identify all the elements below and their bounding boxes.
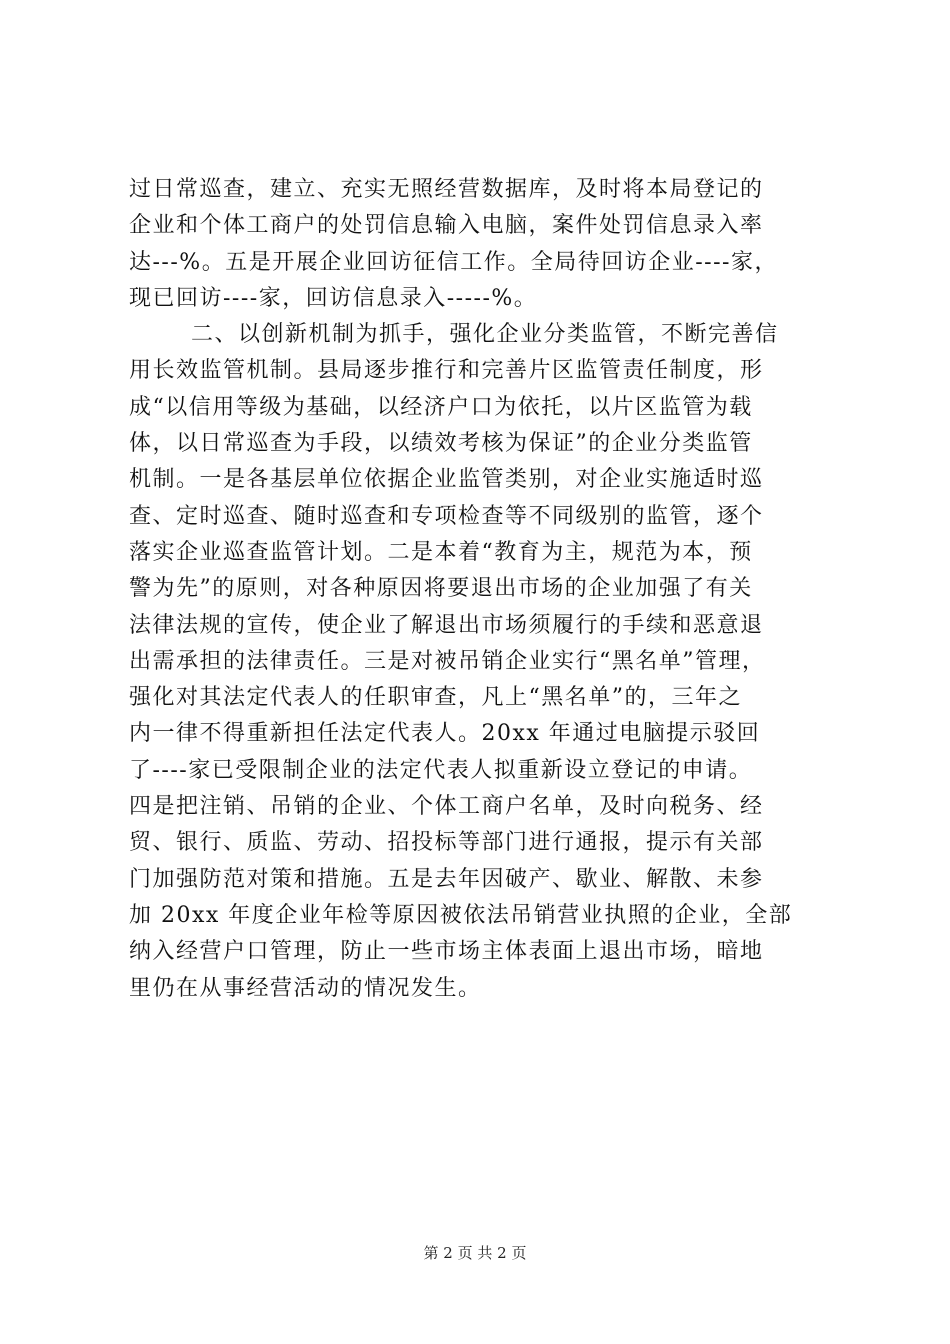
text-line: 机制。一是各基层单位依据企业监管类别，对企业实施适时巡: [129, 467, 764, 493]
text-line: 现已回访----家，回访信息录入-----%。: [129, 285, 538, 311]
text-line: 纳入经营户口管理，防止一些市场主体表面上退出市场，暗地: [129, 939, 764, 965]
text-line: 了----家已受限制企业的法定代表人拟重新设立登记的申请。: [129, 757, 753, 783]
text-line: 里仍在从事经营活动的情况发生。: [129, 975, 482, 1001]
text-line: 警为先”的原则，对各种原因将要退出市场的企业加强了有关: [129, 576, 753, 602]
text-line: 达---%。五是开展企业回访征信工作。全局待回访企业----家，: [129, 249, 778, 275]
text-line: 用长效监管机制。县局逐步推行和完善片区监管责任制度，形: [129, 358, 764, 384]
text-line: 企业和个体工商户的处罚信息输入电脑，案件处罚信息录入率: [129, 213, 764, 239]
text-line: 查、定时巡查、随时巡查和专项检查等不同级别的监管，逐个: [129, 503, 764, 529]
text-line: 内一律不得重新担任法定代表人。20xx 年通过电脑提示驳回: [129, 721, 761, 747]
text-line: 贸、银行、质监、劳动、招投标等部门进行通报，提示有关部: [129, 830, 764, 856]
text-line: 体，以日常巡查为手段，以绩效考核为保证”的企业分类监管: [129, 431, 753, 457]
text-line: 成“以信用等级为基础，以经济户口为依托，以片区监管为载: [129, 394, 753, 420]
body-text: [129, 172, 829, 1007]
text-line: 门加强防范对策和措施。五是去年因破产、歇业、解散、未参: [129, 866, 764, 892]
text-line: 四是把注销、吊销的企业、个体工商户名单，及时向税务、经: [129, 794, 764, 820]
text-line: 法律法规的宣传，使企业了解退出市场须履行的手续和恶意退: [129, 612, 764, 638]
text-line: 强化对其法定代表人的任职审查，凡上“黑名单”的，三年之: [129, 685, 742, 711]
text-line: 出需承担的法律责任。三是对被吊销企业实行“黑名单”管理，: [129, 648, 766, 674]
page-footer: 第 2 页 共 2 页: [423, 1244, 527, 1262]
text-line: 落实企业巡查监管计划。二是本着“教育为主，规范为本，预: [129, 539, 753, 565]
text-line: 过日常巡查，建立、充实无照经营数据库，及时将本局登记的: [129, 177, 764, 202]
text-line: 加 20xx 年度企业年检等原因被依法吊销营业执照的企业，全部: [129, 902, 793, 928]
text-line: 二、以创新机制为抓手，强化企业分类监管，不断完善信: [191, 322, 779, 348]
